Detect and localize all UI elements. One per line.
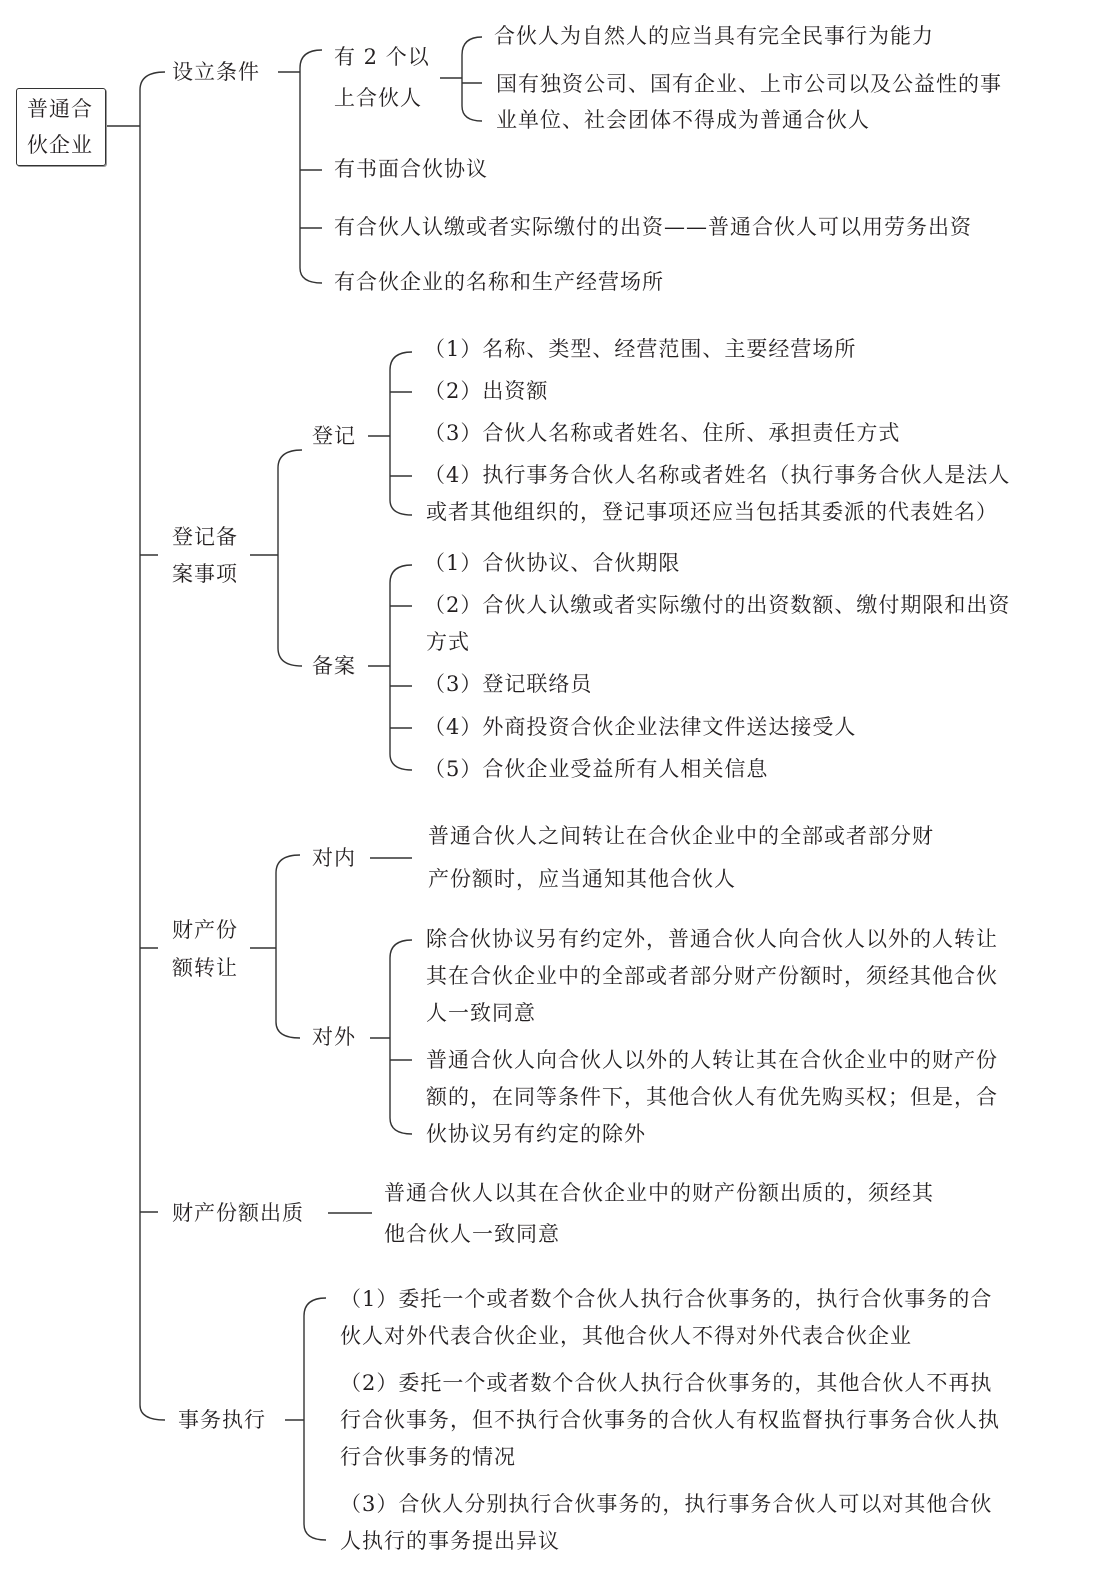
setup-item: 有书面合伙协议 <box>334 157 488 181</box>
register-label: 登记 <box>312 424 356 448</box>
register-item: 或者其他组织的，登记事项还应当包括其委派的代表姓名） <box>426 500 998 524</box>
pledge-line: 普通合伙人以其在合伙企业中的财产份额出质的，须经其 <box>384 1181 934 1205</box>
external-line: 普通合伙人向合伙人以外的人转让其在合伙企业中的财产份 <box>426 1048 998 1072</box>
setup-label: 设立条件 <box>172 60 260 84</box>
registration-label-line2: 案事项 <box>172 562 238 586</box>
filing-item: （3）登记联络员 <box>424 672 593 696</box>
transfer-label-line1: 财产份 <box>172 918 238 942</box>
external-line: 伙协议另有约定的除外 <box>426 1122 646 1146</box>
pledge-line: 他合伙人一致同意 <box>384 1222 560 1246</box>
transfer-label-line2: 额转让 <box>172 956 238 980</box>
pledge-label: 财产份额出质 <box>172 1201 304 1225</box>
filing-item: （1）合伙协议、合伙期限 <box>424 551 681 575</box>
register-item: （3）合伙人名称或者姓名、住所、承担责任方式 <box>424 421 901 445</box>
filing-item: （4）外商投资合伙企业法律文件送达接受人 <box>424 715 857 739</box>
external-line: 额的，在同等条件下，其他合伙人有优先购买权；但是，合 <box>426 1085 998 1109</box>
execution-line: 人执行的事务提出异议 <box>340 1529 560 1553</box>
register-item: （4）执行事务合伙人名称或者姓名（执行事务合伙人是法人 <box>424 463 1011 487</box>
filing-item: （5）合伙企业受益所有人相关信息 <box>424 757 769 781</box>
partners-label-line1: 有 2 个以 <box>334 45 430 69</box>
execution-line: （2）委托一个或者数个合伙人执行合伙事务的，其他合伙人不再执 <box>340 1371 993 1395</box>
filing-label: 备案 <box>312 654 356 678</box>
root-node-line2: 伙企业 <box>27 133 93 157</box>
registration-label-line1: 登记备 <box>172 525 238 549</box>
partners-label-line2: 上合伙人 <box>334 86 422 110</box>
filing-item: （2）合伙人认缴或者实际缴付的出资数额、缴付期限和出资 <box>424 593 1011 617</box>
setup-item: 有合伙企业的名称和生产经营场所 <box>334 270 664 294</box>
partners-item: 合伙人为自然人的应当具有完全民事行为能力 <box>494 24 934 48</box>
execution-line: 伙人对外代表合伙企业，其他合伙人不得对外代表合伙企业 <box>340 1324 912 1348</box>
internal-line: 产份额时，应当通知其他合伙人 <box>428 867 736 891</box>
setup-item: 有合伙人认缴或者实际缴付的出资——普通合伙人可以用劳务出资 <box>334 215 972 239</box>
external-label: 对外 <box>312 1025 356 1049</box>
external-line: 除合伙协议另有约定外，普通合伙人向合伙人以外的人转让 <box>426 927 998 951</box>
partners-item: 国有独资公司、国有企业、上市公司以及公益性的事 <box>496 72 1002 96</box>
internal-line: 普通合伙人之间转让在合伙企业中的全部或者部分财 <box>428 824 934 848</box>
register-item: （2）出资额 <box>424 379 549 403</box>
root-node-box <box>16 88 106 166</box>
execution-line: 行合伙事务的情况 <box>340 1445 516 1469</box>
execution-line: （3）合伙人分别执行合伙事务的，执行事务合伙人可以对其他合伙 <box>340 1492 993 1516</box>
external-line: 其在合伙企业中的全部或者部分财产份额时，须经其他合伙 <box>426 964 998 988</box>
execution-label: 事务执行 <box>178 1408 266 1432</box>
execution-line: （1）委托一个或者数个合伙人执行合伙事务的，执行合伙事务的合 <box>340 1287 993 1311</box>
internal-label: 对内 <box>312 846 356 870</box>
execution-line: 行合伙事务，但不执行合伙事务的合伙人有权监督执行事务合伙人执 <box>340 1408 1000 1432</box>
filing-item: 方式 <box>426 630 470 654</box>
root-node-line1: 普通合 <box>27 97 93 121</box>
partners-item: 业单位、社会团体不得成为普通合伙人 <box>496 108 870 132</box>
register-item: （1）名称、类型、经营范围、主要经营场所 <box>424 337 857 361</box>
external-line: 人一致同意 <box>426 1001 536 1025</box>
